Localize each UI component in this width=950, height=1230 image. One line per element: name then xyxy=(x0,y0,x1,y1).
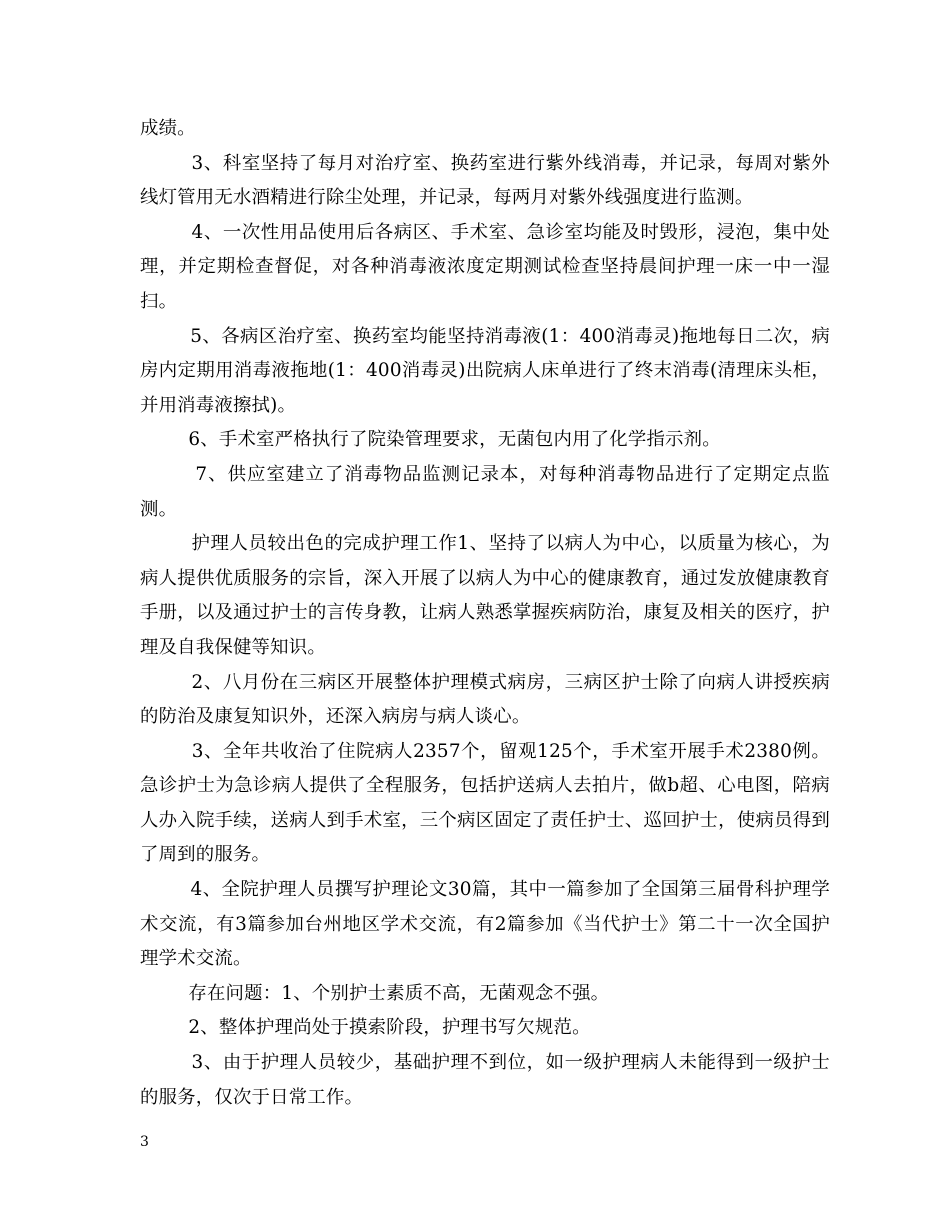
document-body xyxy=(140,112,830,1115)
paragraph: 存在问题：1、个别护士素质不高，无菌观念不强。 xyxy=(140,982,610,1004)
page-number: 3 xyxy=(140,1134,149,1150)
paragraph: 5、各病区治疗室、换药室均能坚持消毒液(1：400消毒灵)拖地每日二次，病房内定期用消毒液拖地(1：400消毒灵)出院病人床单进行了终末消毒(清理床头柜，并用消毒液擦拭)。 xyxy=(140,325,830,416)
paragraph: 4、全院护理人员撰写护理论文30篇，其中一篇参加了全国第三届骨科护理学术交流，有3篇参加台州地区学术交流，有2篇参加《当代护士》第二十一次全国护理学术交流。 xyxy=(140,879,831,970)
paragraph: 护理人员较出色的完成护理工作1、坚持了以病人为中心，以质量为核心，为病人提供优质服务的宗旨，深入开展了以病人为中心的健康教育，通过发放健康教育手册，以及通过护士的言传身教，让病人熟悉掌握疾病防治，康复及相关的医疗，护理及自我保健等知识。 xyxy=(140,533,830,658)
paragraph: 3、由于护理人员较少，基础护理不到位，如一级护理病人未能得到一级护士的服务，仅次于日常工作。 xyxy=(140,1052,830,1108)
paragraph: 4、一次性用品使用后各病区、手术室、急诊室均能及时毁形，浸泡，集中处理，并定期检查督促，对各种消毒液浓度定期测试检查坚持晨间护理一床一中一湿扫。 xyxy=(140,221,830,312)
paragraph: 成绩。 xyxy=(140,118,196,139)
paragraph: 2、八月份在三病区开展整体护理模式病房，三病区护士除了向病人讲授疾病的防治及康复知识外，还深入病房与病人谈心。 xyxy=(140,671,830,728)
paragraph: 6、手术室严格执行了院染管理要求，无菌包内用了化学指示剂。 xyxy=(140,429,721,451)
paragraph: 2、整体护理尚处于摸索阶段，护理书写欠规范。 xyxy=(140,1017,591,1039)
paragraph: 3、全年共收治了住院病人2357个，留观125个，手术室开展手术2380例。急诊护士为急诊病人提供了全程服务，包括护送病人去拍片，做b超、心电图，陪病人办入院手续，送病人到手术室，三个病区固定了责任护士、巡回护士，使病员得到了周到的服务。 xyxy=(140,740,830,866)
paragraph: 3、科室坚持了每月对治疗室、换药室进行紫外线消毒，并记录，每周对紫外线灯管用无水酒精进行除尘处理，并记录，每两月对紫外线强度进行监测。 xyxy=(140,152,830,209)
paragraph: 7、供应室建立了消毒物品监测记录本，对每种消毒物品进行了定期定点监测。 xyxy=(140,463,830,520)
